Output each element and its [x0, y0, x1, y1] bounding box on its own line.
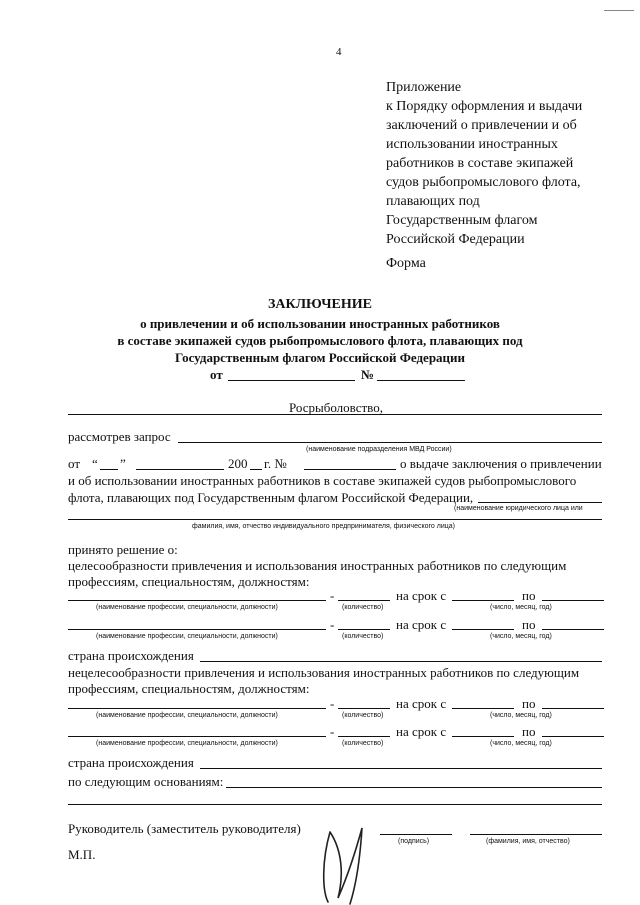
- request-number-field[interactable]: [304, 469, 396, 470]
- year-prefix: 200: [228, 456, 248, 471]
- infeasible-line-1: нецелесообразности привлечения и использования иностранных работников по следующим: [68, 665, 580, 680]
- appendix-line: использовании иностранных: [386, 137, 558, 152]
- hint-profession: (наименование профессии, специальности, должности): [96, 740, 278, 747]
- grounds-field[interactable]: [226, 787, 602, 788]
- head-label: Руководитель (заместитель руководителя): [68, 821, 301, 836]
- dash: -: [330, 617, 335, 632]
- dash: -: [330, 724, 335, 739]
- scan-artifact: [604, 10, 634, 11]
- signature-image: [316, 820, 376, 905]
- title-from-label: от: [210, 367, 223, 382]
- request-number-label: г. №: [264, 456, 287, 471]
- term-from-label: на срок с: [396, 588, 447, 603]
- form-label: Форма: [386, 256, 426, 271]
- title-line-1: о привлечении и об использовании иностранных работников: [140, 316, 500, 331]
- appendix-line: к Порядку оформления и выдачи: [386, 99, 583, 114]
- grounds-label: по следующим основаниям:: [68, 774, 224, 789]
- paragraph-line-3: флота, плавающих под Государственным флагом Российской Федерации,: [68, 490, 474, 505]
- date-start-field[interactable]: [452, 736, 514, 737]
- title-line-3: Государственным флагом Российской Федерации: [174, 350, 466, 365]
- title-number-label: №: [361, 367, 375, 382]
- profession-field[interactable]: [68, 736, 326, 737]
- appendix-block: [386, 78, 582, 249]
- hint-legal: (наименование юридического лица или: [454, 505, 583, 512]
- appendix-line: Российской Федерации: [386, 232, 525, 247]
- reviewed-request-label: рассмотрев запрос: [68, 429, 171, 444]
- date-end-field[interactable]: [542, 708, 604, 709]
- term-from-label: на срок с: [396, 617, 447, 632]
- term-to-label: по: [522, 724, 536, 739]
- term-to-label: по: [522, 588, 536, 603]
- hint-date: (число, месяц, год): [490, 712, 552, 719]
- grounds-field-extra[interactable]: [68, 804, 602, 805]
- hint-quantity: (количество): [342, 633, 384, 640]
- appendix-line: судов рыбопромыслового флота,: [386, 175, 581, 190]
- month-field[interactable]: [136, 469, 224, 470]
- hint-signature: (подпись): [398, 838, 430, 845]
- country-label: страна происхождения: [68, 648, 194, 663]
- feasible-line-1: целесообразности привлечения и использования иностранных работников по следующим: [68, 558, 567, 573]
- quote-open: “: [92, 456, 98, 471]
- dash: -: [330, 588, 335, 603]
- hint-date: (число, месяц, год): [490, 740, 552, 747]
- page-number: 4: [336, 46, 342, 58]
- appendix-line: Приложение: [386, 80, 462, 95]
- date-start-field[interactable]: [452, 708, 514, 709]
- term-to-label: по: [522, 617, 536, 632]
- appendix-line: плавающих под: [386, 194, 480, 209]
- hint-quantity: (количество): [342, 740, 384, 747]
- issue-text: о выдаче заключения о привлечении: [400, 456, 602, 471]
- date-from-label: от: [68, 456, 81, 471]
- hint-mvd: (наименование подразделения МВД России): [306, 446, 452, 453]
- title-date-field[interactable]: [228, 380, 355, 381]
- feasible-line-2: профессиям, специальностям, должностям:: [68, 574, 310, 589]
- quantity-field[interactable]: [338, 629, 390, 630]
- hint-person: фамилия, имя, отчество индивидуального предпринимателя, физического лица): [192, 523, 455, 530]
- country-field[interactable]: [200, 661, 602, 662]
- entity-name-field[interactable]: [68, 519, 602, 520]
- profession-field[interactable]: [68, 600, 326, 601]
- appendix-line: работников в составе экипажей: [386, 156, 574, 171]
- quantity-field[interactable]: [338, 708, 390, 709]
- day-field[interactable]: [100, 469, 118, 470]
- appendix-line: Государственным флагом: [386, 213, 538, 228]
- hint-profession: (наименование профессии, специальности, должности): [96, 604, 278, 611]
- hint-date: (число, месяц, год): [490, 604, 552, 611]
- appendix-line: заключений о привлечении и об: [386, 118, 577, 133]
- hint-fio: (фамилия, имя, отчество): [486, 838, 570, 845]
- term-from-label: на срок с: [396, 696, 447, 711]
- signature-field[interactable]: [380, 834, 452, 835]
- year-field[interactable]: [250, 469, 262, 470]
- full-name-field[interactable]: [470, 834, 602, 835]
- quantity-field[interactable]: [338, 736, 390, 737]
- term-from-label: на срок с: [396, 724, 447, 739]
- profession-field[interactable]: [68, 708, 326, 709]
- paragraph-line-2: и об использовании иностранных работников в составе экипажей судов рыбопромыслового: [68, 473, 577, 488]
- decision-label: принято решение о:: [68, 542, 178, 557]
- country-field[interactable]: [200, 768, 602, 769]
- hint-profession: (наименование профессии, специальности, должности): [96, 712, 278, 719]
- country-label: страна происхождения: [68, 755, 194, 770]
- hint-quantity: (количество): [342, 712, 384, 719]
- date-end-field[interactable]: [542, 736, 604, 737]
- title-line-2: в составе экипажей судов рыбопромыслового флота, плавающих под: [117, 333, 523, 348]
- stamp-label: М.П.: [68, 847, 96, 862]
- hint-date: (число, месяц, год): [490, 633, 552, 640]
- title-number-field[interactable]: [377, 380, 465, 381]
- profession-field[interactable]: [68, 629, 326, 630]
- quantity-field[interactable]: [338, 600, 390, 601]
- date-end-field[interactable]: [542, 629, 604, 630]
- dash: -: [330, 696, 335, 711]
- hint-profession: (наименование профессии, специальности, должности): [96, 633, 278, 640]
- agency-name: Росрыболовство,: [289, 400, 383, 415]
- term-to-label: по: [522, 696, 536, 711]
- hint-quantity: (количество): [342, 604, 384, 611]
- legal-entity-field[interactable]: [478, 502, 602, 503]
- infeasible-line-2: профессиям, специальностям, должностям:: [68, 681, 310, 696]
- date-end-field[interactable]: [542, 600, 604, 601]
- document-title: ЗАКЛЮЧЕНИЕ: [267, 297, 373, 312]
- mvd-unit-field[interactable]: [178, 442, 602, 443]
- date-start-field[interactable]: [452, 629, 514, 630]
- signature-stroke: [324, 828, 362, 904]
- date-start-field[interactable]: [452, 600, 514, 601]
- quote-close: ”: [120, 456, 126, 471]
